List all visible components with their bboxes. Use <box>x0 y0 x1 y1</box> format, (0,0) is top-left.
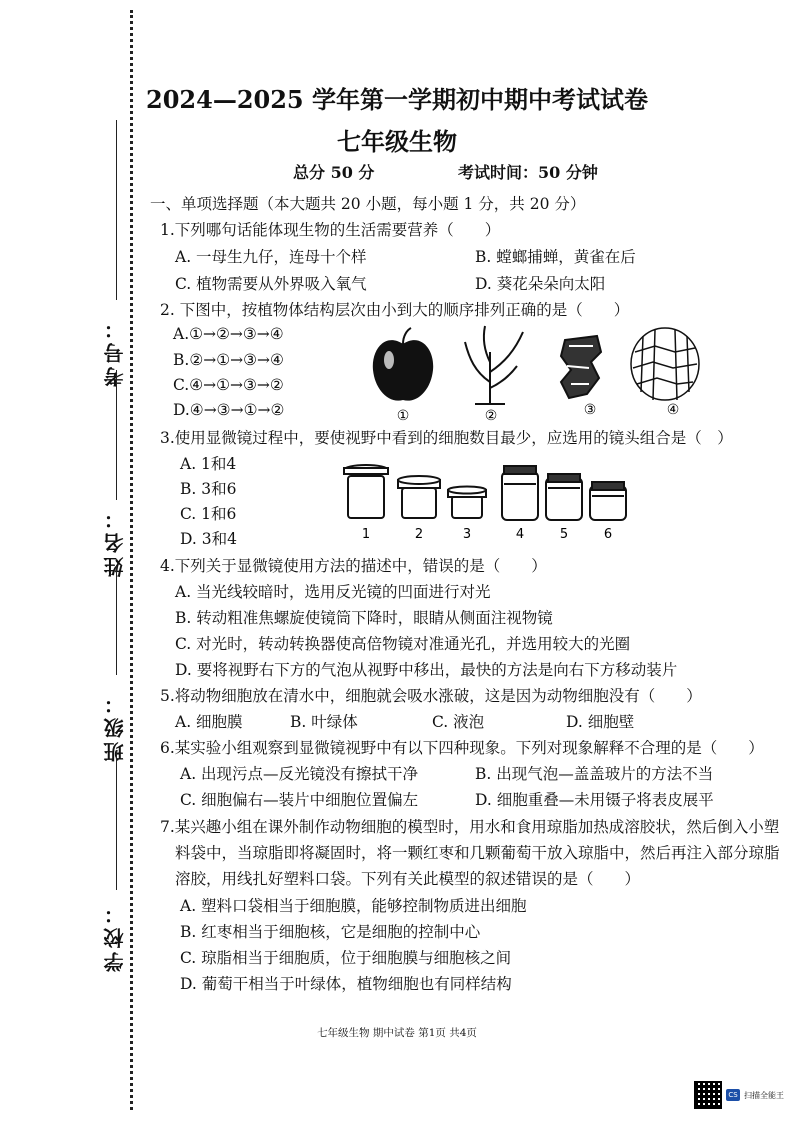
q7-option-a: A. 塑料口袋相当于细胞膜，能够控制物质进出细胞 <box>180 897 527 915</box>
q1-option-a: A. 一母生九仔，连母十个样 <box>175 248 367 266</box>
exam-time: 考试时间：50 分钟 <box>458 163 598 182</box>
objective-4 <box>502 466 538 520</box>
name-line <box>116 370 117 500</box>
q2-option-d: D.④→③→①→② <box>173 401 285 419</box>
fig-label-2: ② <box>484 408 498 422</box>
q2-option-a: A.①→②→③→④ <box>173 325 284 343</box>
q7-option-b: B. 红枣相当于细胞核，它是细胞的控制中心 <box>180 923 481 941</box>
q3-option-d: D. 3和4 <box>180 530 237 548</box>
q2-option-b: B.②→①→③→④ <box>173 351 284 369</box>
q6-option-c: C. 细胞偏右—装片中细胞位置偏左 <box>180 791 419 809</box>
question-4-stem: 4.下列关于显微镜使用方法的描述中，错误的是（ ） <box>160 557 547 575</box>
eyepiece-2 <box>398 476 440 518</box>
q5-option-a: A. 细胞膜 <box>175 713 243 731</box>
scanner-label: 扫描全能王 <box>744 1090 784 1100</box>
q5-option-b: B. 叶绿体 <box>290 713 358 731</box>
objective-5 <box>546 474 582 520</box>
qr-code-icon <box>694 1081 722 1109</box>
q1-option-b: B. 螳螂捕蝉，黄雀在后 <box>475 248 636 266</box>
eyepiece-1 <box>344 465 388 518</box>
lens-label-6: 6 <box>603 527 613 542</box>
section-heading: 一、单项选择题（本大题共 20 小题，每小题 1 分，共 20 分） <box>150 195 586 213</box>
lens-label-1: 1 <box>361 527 371 542</box>
q4-option-d: D. 要将视野右下方的气泡从视野中移出，最快的方法是向右下方移动装片 <box>175 661 678 679</box>
fig-label-1: ① <box>396 408 410 422</box>
objective-6 <box>590 482 626 520</box>
class-line <box>116 565 117 675</box>
q3-option-c: C. 1和6 <box>180 505 237 523</box>
school-label: 学校： <box>102 900 127 972</box>
q7-option-c: C. 琼脂相当于细胞质，位于细胞膜与细胞核之间 <box>180 949 512 967</box>
total-score: 总分 50 分 <box>293 163 375 182</box>
question-7-stem-line-1: 7.某兴趣小组在课外制作动物细胞的模型时，用水和食用琼脂加热成溶胶状，然后倒入小塑 <box>160 818 780 836</box>
question-7-stem-line-3: 溶胶，用线扎好塑料口袋。下列有关此模型的叙述错误的是（ ） <box>175 870 641 888</box>
q1-option-c: C. 植物需要从外界吸入氧气 <box>175 275 367 293</box>
cells-icon <box>631 328 699 400</box>
question-1-stem: 1.下列哪句话能体现生物的生活需要营养（ ） <box>160 221 501 239</box>
question-5-stem: 5.将动物细胞放在清水中，细胞就会吸水涨破，这是因为动物细胞没有（ ） <box>160 687 702 705</box>
name-label: 姓名： <box>102 505 127 577</box>
page-footer: 七年级生物 期中试卷 第1页 共4页 <box>317 1027 477 1039</box>
fig-label-3: ③ <box>583 402 597 418</box>
lens-label-2: 2 <box>414 527 424 542</box>
exam-title: 2024—2025 学年第一学期初中期中考试试卷 <box>146 85 648 114</box>
lens-figure <box>340 462 640 542</box>
lens-label-4: 4 <box>515 527 525 542</box>
plant-icon <box>465 326 523 404</box>
q4-option-a: A. 当光线较暗时，选用反光镜的凹面进行对光 <box>175 583 491 601</box>
question-3-stem: 3.使用显微镜过程中，要使视野中看到的细胞数目最少，应选用的镜头组合是（ ） <box>160 429 733 447</box>
q6-option-b: B. 出现气泡—盖盖玻片的方法不当 <box>475 765 714 783</box>
eyepiece-3 <box>448 487 486 519</box>
class-label: 班级： <box>102 690 127 762</box>
q1-option-d: D. 葵花朵朵向太阳 <box>475 275 606 293</box>
question-2-stem: 2. 下图中，按植物体结构层次由小到大的顺序排列正确的是（ ） <box>160 301 630 319</box>
camscanner-logo-icon: CS <box>726 1089 740 1101</box>
fig-label-4: ④ <box>666 402 680 418</box>
plant-structure-figure <box>365 322 705 422</box>
exam-no-label: 考号： <box>102 315 127 387</box>
apple-icon <box>373 328 433 401</box>
scanner-watermark <box>694 1080 786 1110</box>
question-7-stem-line-2: 料袋中，当琼脂即将凝固时，将一颗红枣和几颗葡萄干放入琼脂中，然后再注入部分琼脂 <box>175 844 780 862</box>
school-line <box>116 750 117 890</box>
q4-option-c: C. 对光时，转动转换器使高倍物镜对准通光孔，并选用较大的光圈 <box>175 635 631 653</box>
q3-option-a: A. 1和4 <box>180 455 237 473</box>
q5-option-d: D. 细胞壁 <box>566 713 635 731</box>
exam-subject: 七年级生物 <box>337 127 457 156</box>
q6-option-a: A. 出现污点—反光镜没有擦拭干净 <box>180 765 419 783</box>
tissue-icon <box>561 336 601 398</box>
q7-option-d: D. 葡萄干相当于叶绿体，植物细胞也有同样结构 <box>180 975 512 993</box>
q3-option-b: B. 3和6 <box>180 480 237 498</box>
lens-label-3: 3 <box>462 527 472 542</box>
q5-option-c: C. 液泡 <box>432 713 485 731</box>
lens-label-5: 5 <box>559 527 569 542</box>
q2-option-c: C.④→①→③→② <box>173 376 284 394</box>
question-6-stem: 6.某实验小组观察到显微镜视野中有以下四种现象。下列对现象解释不合理的是（ ） <box>160 739 764 757</box>
q6-option-d: D. 细胞重叠—未用镊子将表皮展平 <box>475 791 714 809</box>
q4-option-b: B. 转动粗准焦螺旋使镜筒下降时，眼睛从侧面注视物镜 <box>175 609 553 627</box>
